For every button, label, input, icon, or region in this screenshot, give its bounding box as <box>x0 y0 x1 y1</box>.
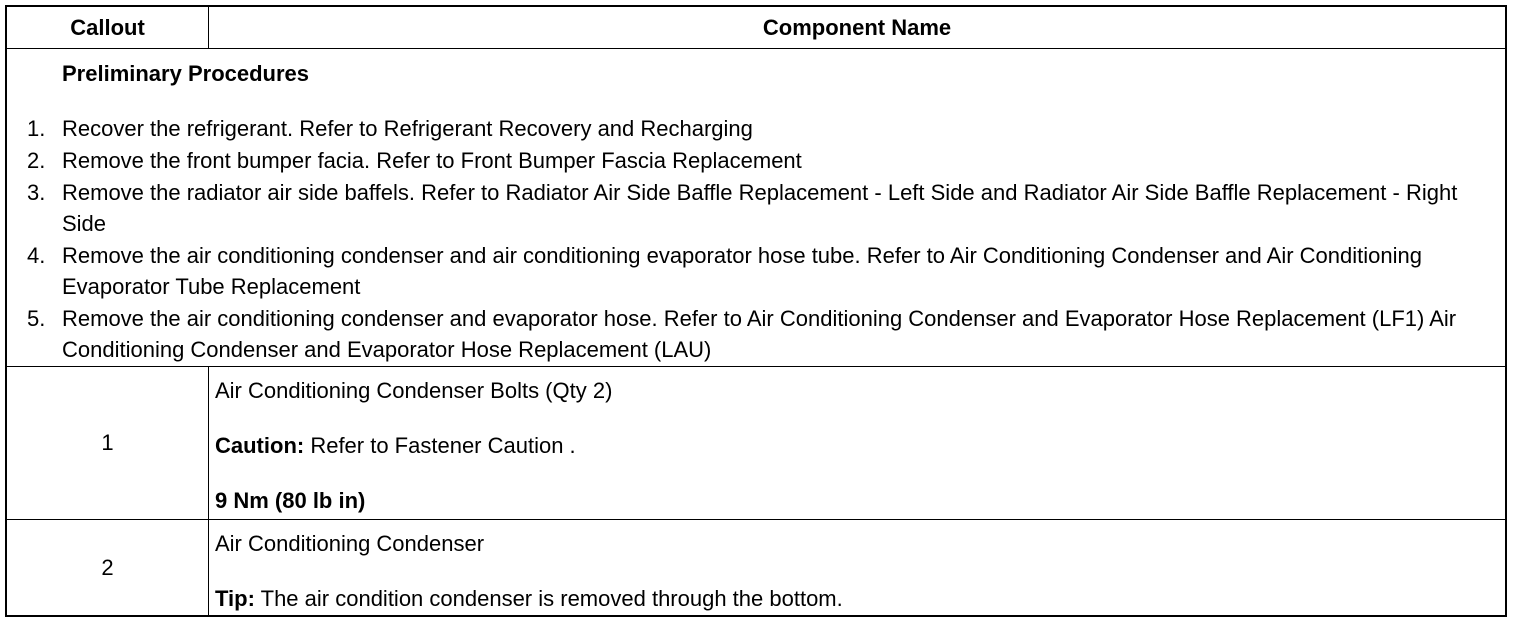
step-text: Recover the refrigerant. Refer to Refrigerant Recovery and Recharging <box>62 116 753 141</box>
tip-label: Tip: <box>215 586 255 611</box>
list-item <box>7 303 1485 365</box>
caution-note <box>215 430 1495 461</box>
component-name: Air Conditioning Condenser <box>215 531 485 556</box>
list-item <box>7 145 1485 176</box>
component-name-column-header: Component Name <box>762 14 952 40</box>
component-cell <box>215 375 1495 516</box>
caution-label: Caution: <box>215 433 305 458</box>
step-number: 1. <box>27 116 46 141</box>
caution-text: Refer to Fastener Caution . <box>304 433 576 458</box>
tip-text: The air condition condenser is removed through the bottom. <box>254 586 843 611</box>
table-row <box>7 367 1505 520</box>
step-number: 2. <box>27 148 46 173</box>
tip-note <box>215 583 1495 614</box>
step-text: Remove the air conditioning condenser and evaporator hose. Refer to Air Conditioning Condenser and Evaporator Hose Replacement (LF1) Air Conditioning Condenser and Evaporator Hose Replacement (LAU) <box>62 306 1457 362</box>
callout-cell: 1 <box>7 367 209 519</box>
torque-value: 9 Nm (80 lb in) <box>215 488 366 513</box>
table-header <box>7 7 1505 49</box>
step-number: 3. <box>27 180 46 205</box>
procedure-table <box>5 5 1507 617</box>
step-text: Remove the radiator air side baffels. Refer to Radiator Air Side Baffle Replacement - Left Side and Radiator Air Side Baffle Replacement - Right Side <box>62 180 1458 236</box>
component-name: Air Conditioning Condenser Bolts (Qty 2) <box>215 378 613 403</box>
list-item <box>7 113 1485 144</box>
step-text: Remove the air conditioning condenser and air conditioning evaporator hose tube. Refer to Air Conditioning Condenser and Air Conditioning Evaporator Tube Replacement <box>62 243 1422 299</box>
callout-column-header: Callout <box>7 7 209 48</box>
preliminary-procedures-section <box>7 49 1505 367</box>
step-number: 5. <box>27 306 46 331</box>
step-number: 4. <box>27 243 46 268</box>
list-item <box>7 177 1485 239</box>
preliminary-steps-list <box>7 113 1485 366</box>
list-item <box>7 240 1485 302</box>
table-row <box>7 520 1505 615</box>
step-text: Remove the front bumper facia. Refer to Front Bumper Fascia Replacement <box>62 148 802 173</box>
callout-cell: 2 <box>7 520 209 615</box>
component-cell <box>215 528 1495 614</box>
preliminary-procedures-title: Preliminary Procedures <box>62 61 310 86</box>
torque-spec <box>215 485 1495 516</box>
